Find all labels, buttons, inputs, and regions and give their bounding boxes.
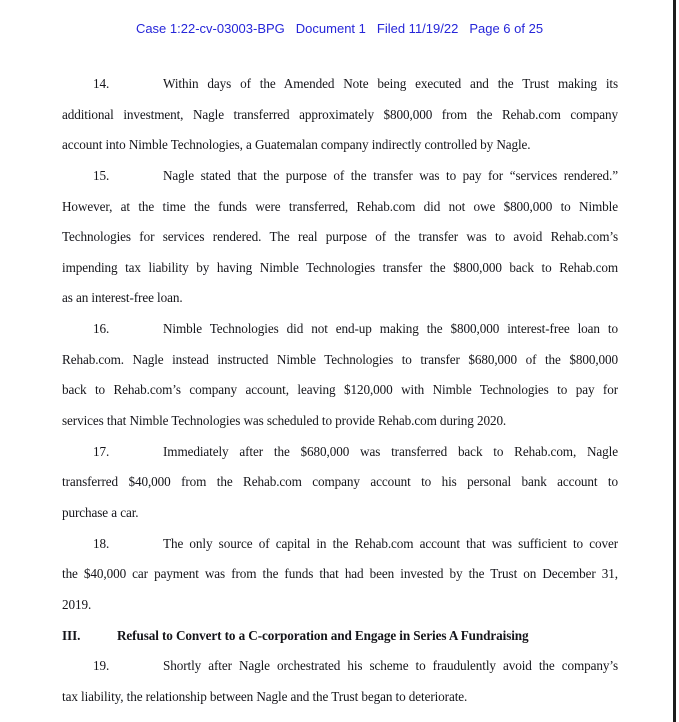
- page-number: Page 6 of 25: [469, 21, 544, 36]
- paragraph-number: 19.: [93, 658, 110, 674]
- paragraph-line: 17. Immediately after the $680,000 was transferred back to Rehab.com, Nagle: [62, 437, 618, 468]
- paragraph-line: 14. Within days of the Amended Note being executed and the Trust making its: [62, 69, 618, 100]
- paragraph-line: 18. The only source of capital in the Rehab.com account that was sufficient to cover: [62, 529, 618, 560]
- paragraph-number: 17.: [93, 443, 110, 459]
- paragraph-line: 15. Nagle stated that the purpose of the transfer was to pay for “services rendered.”: [62, 161, 618, 192]
- paragraph-line: Technologies for services rendered. The real purpose of the transfer was to avoid Rehab.com’s: [62, 229, 618, 245]
- paragraph-line: additional investment, Nagle transferred approximately $800,000 from the Rehab.com company: [62, 106, 618, 122]
- paragraph-line: the $40,000 car payment was from the funds that had been invested by the Trust on December 31,: [62, 566, 618, 582]
- page-edge-rule: [673, 0, 676, 722]
- paragraph-line: purchase a car.: [62, 504, 139, 520]
- filed-date: Filed 11/19/22: [376, 21, 459, 36]
- section-heading-line: III. Refusal to Convert to a C-corporation and Engage in Series A Fundraising: [62, 621, 618, 652]
- paragraph-number: 14.: [93, 76, 110, 91]
- paragraph-number: 16.: [93, 321, 110, 337]
- paragraph-line: as an interest-free loan.: [62, 290, 183, 306]
- paragraph-line: 2019.: [62, 596, 92, 612]
- paragraph-line: However, at the time the funds were transferred, Rehab.com did not owe $800,000 to Nimble: [62, 198, 618, 214]
- paragraph-line: 16. Nimble Technologies did not end-up making the $800,000 interest-free loan to: [62, 314, 618, 345]
- document-number: Document 1: [295, 21, 366, 36]
- case-number: Case 1:22-cv-03003-BPG: [135, 21, 285, 36]
- section-number: III.: [62, 627, 81, 643]
- ecf-stamp-header: [0, 21, 679, 36]
- paragraph-line: impending tax liability by having Nimble Technologies transfer the $800,000 back to Rehab.com: [62, 259, 618, 275]
- paragraph-line: services that Nimble Technologies was scheduled to provide Rehab.com during 2020.: [62, 413, 507, 429]
- paragraph-line: 19. Shortly after Nagle orchestrated his scheme to fraudulently avoid the company’s: [62, 651, 618, 682]
- document-body: [62, 69, 618, 712]
- paragraph-line: transferred $40,000 from the Rehab.com company account to his personal bank account to: [62, 474, 618, 490]
- paragraph-line: back to Rehab.com’s company account, leaving $120,000 with Nimble Technologies to pay for: [62, 382, 618, 398]
- paragraph-line: tax liability, the relationship between Nagle and the Trust began to deteriorate.: [62, 688, 468, 704]
- paragraph-line: account into Nimble Technologies, a Guatemalan company indirectly controlled by Nagle.: [62, 137, 531, 153]
- paragraph-number: 18.: [93, 535, 110, 551]
- paragraph-number: 15.: [93, 167, 110, 183]
- paragraph-line: Rehab.com. Nagle instead instructed Nimble Technologies to transfer $680,000 of the $800,000: [62, 351, 618, 367]
